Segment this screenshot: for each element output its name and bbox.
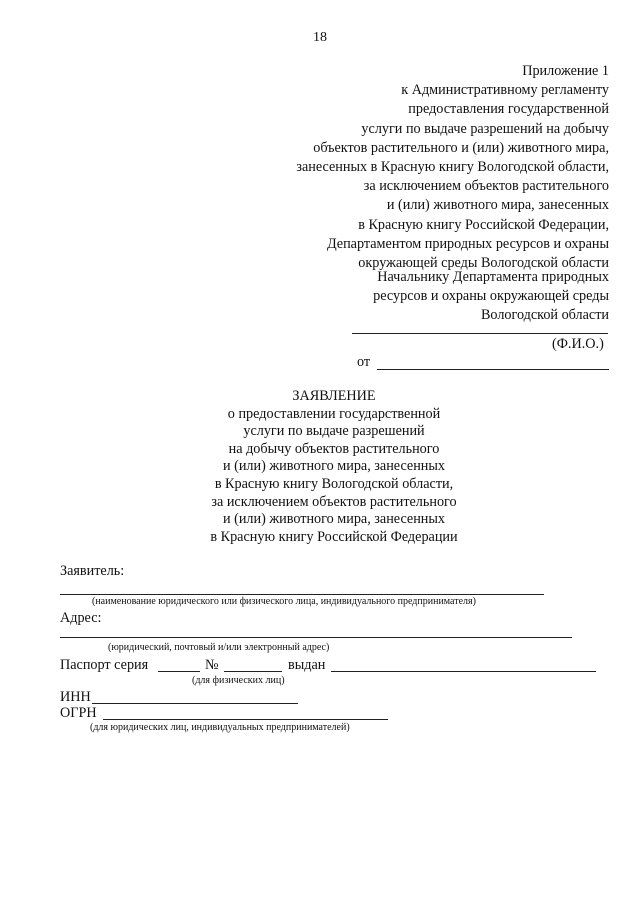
statement-line: и (или) животного мира, занесенных xyxy=(222,511,446,528)
ogrn-label: ОГРН xyxy=(60,705,97,721)
issued-field-line[interactable] xyxy=(331,671,596,672)
address-hint: (юридический, почтовый и/или электронный адрес) xyxy=(108,642,330,653)
passport-number-field-line[interactable] xyxy=(224,671,282,672)
address-field-line[interactable] xyxy=(60,637,572,638)
addressee-line: Вологодской области xyxy=(480,307,609,323)
page-number: 18 xyxy=(313,30,327,45)
issued-label: выдан xyxy=(288,657,326,673)
statement-line: о предоставлении государственной xyxy=(227,405,441,422)
statement-line: в Красную книгу Вологодской области, xyxy=(214,475,454,492)
fio-label: (Ф.И.О.) xyxy=(552,336,604,352)
passport-number-label: № xyxy=(205,657,219,673)
inn-label: ИНН xyxy=(60,689,91,705)
passport-series-field-line[interactable] xyxy=(158,671,200,672)
address-label: Адрес: xyxy=(60,610,102,626)
annex-line: объектов растительного и (или) животного мира, xyxy=(313,139,609,156)
statement-line: услуги по выдаче разрешений xyxy=(243,423,425,440)
addressee-line: Начальнику Департамента природных xyxy=(377,269,609,285)
annex-block xyxy=(209,62,609,273)
inn-field-line[interactable] xyxy=(92,703,298,704)
addressee-block xyxy=(209,268,609,325)
annex-line: предоставления государственной xyxy=(408,101,609,118)
annex-line: за исключением объектов растительного xyxy=(363,178,609,195)
from-field-line[interactable] xyxy=(377,369,609,370)
from-label: от xyxy=(357,354,371,370)
legal-entities-hint: (для юридических лиц, индивидуальных предпринимателей) xyxy=(90,722,350,733)
statement-line: и (или) животного мира, занесенных xyxy=(222,458,446,475)
annex-line: Департаментом природных ресурсов и охраны xyxy=(326,235,609,252)
applicant-hint: (наименование юридического или физического лица, индивидуального предпринимателя) xyxy=(92,596,476,607)
statement-line: на добычу объектов растительного xyxy=(228,440,440,457)
applicant-field-line[interactable] xyxy=(60,594,544,595)
passport-series-label: Паспорт серия xyxy=(60,657,149,673)
annex-line: и (или) животного мира, занесенных xyxy=(386,197,609,214)
statement-heading: ЗАЯВЛЕНИЕ xyxy=(292,388,376,404)
addressee-line: ресурсов и охраны окружающей среды xyxy=(373,288,609,304)
ogrn-field-line[interactable] xyxy=(103,719,388,720)
annex-line: услуги по выдаче разрешений на добычу xyxy=(361,120,609,137)
annex-line: в Красную книгу Российской Федерации, xyxy=(358,216,609,233)
statement-line: в Красную книгу Российской Федерации xyxy=(210,528,458,545)
annex-line: занесенных в Красную книгу Вологодской области, xyxy=(296,159,609,176)
applicant-label: Заявитель: xyxy=(60,563,125,579)
annex-line: к Административному регламенту xyxy=(401,82,609,99)
annex-line: Приложение 1 xyxy=(522,63,609,79)
statement-title xyxy=(0,388,640,546)
annex-line: окружающей среды Вологодской области xyxy=(358,255,609,272)
individuals-hint: (для физических лиц) xyxy=(192,675,285,686)
statement-line: за исключением объектов растительного xyxy=(211,493,457,510)
fio-field-line[interactable] xyxy=(352,333,608,334)
